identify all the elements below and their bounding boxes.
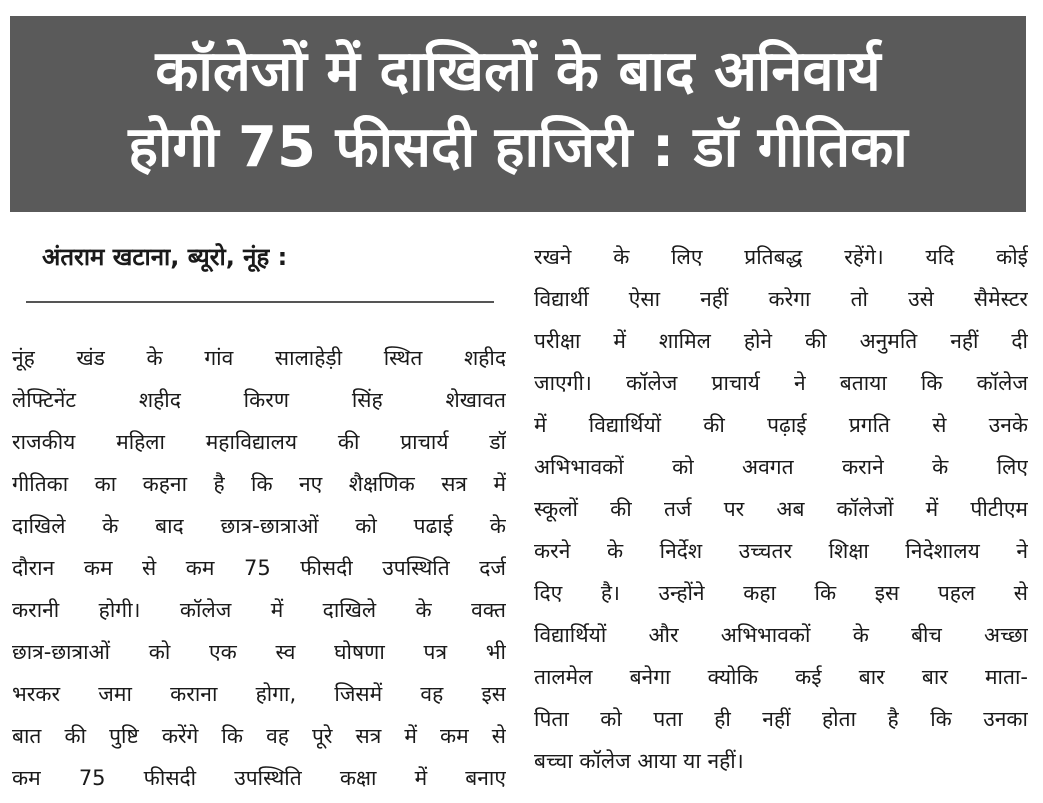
article-line: विद्यार्थियों और अभिभावकों के बीच अच्छा: [534, 623, 1028, 647]
article-line: विद्यार्थी ऐसा नहीं करेगा तो उसे सैमेस्टर: [534, 287, 1028, 311]
article-line: दिए है। उन्होंने कहा कि इस पहल से: [534, 581, 1028, 605]
article-line-final: बच्चा कॉलेज आया या नहीं।: [534, 749, 744, 773]
article-line: राजकीय महिला महाविद्यालय की प्राचार्य डॉ: [12, 430, 506, 454]
article-line: लेफ्टिनेंट शहीद किरण सिंह शेखावत: [12, 388, 506, 412]
headline-banner: [10, 16, 1026, 212]
headline-line-2: होगी 75 फीसदी हाजिरी : डॉ गीतिका: [128, 115, 908, 180]
article-line: में विद्यार्थियों की पढ़ाई प्रगति से उनके: [534, 413, 1028, 437]
byline: अंतराम खटाना, ब्यूरो, नूंह :: [42, 243, 288, 271]
article-line: गीतिका का कहना है कि नए शैक्षणिक सत्र में: [12, 472, 506, 496]
article-line: पिता को पता ही नहीं होता है कि उनका: [534, 707, 1028, 731]
article-line: छात्र-छात्राओं को एक स्व घोषणा पत्र भी: [12, 640, 506, 664]
article-line: तालमेल बनेगा क्योकि कई बार बार माता-: [534, 665, 1028, 689]
article-column-right: [534, 236, 1028, 776]
byline-divider: [26, 301, 494, 303]
article-line: नूंह खंड के गांव सालाहेड़ी स्थित शहीद: [12, 346, 506, 370]
article-line: करानी होगी। कॉलेज में दाखिले के वक्त: [12, 598, 506, 622]
article-line: करने के निर्देश उच्चतर शिक्षा निदेशालय ने: [534, 539, 1028, 563]
article-line: रखने के लिए प्रतिबद्ध रहेंगे। यदि कोई: [534, 245, 1028, 269]
article-line: अभिभावकों को अवगत कराने के लिए: [534, 455, 1028, 479]
article-line: कम 75 फीसदी उपस्थिति कक्षा में बनाए: [12, 766, 506, 789]
article-column-left: [12, 337, 506, 789]
article-line: भरकर जमा कराना होगा, जिसमें वह इस: [12, 682, 506, 706]
article-line: दौरान कम से कम 75 फीसदी उपस्थिति दर्ज: [12, 556, 506, 580]
article-line: स्कूलों की तर्ज पर अब कॉलेजों में पीटीएम: [534, 497, 1028, 521]
article-line: जाएगी। कॉलेज प्राचार्य ने बताया कि कॉलेज: [534, 371, 1028, 395]
article-line: परीक्षा में शामिल होने की अनुमति नहीं दी: [534, 329, 1028, 353]
article-line: बात की पुष्टि करेंगे कि वह पूरे सत्र में कम से: [12, 724, 506, 748]
headline-line-1: कॉलेजों में दाखिलों के बाद अनिवार्य: [155, 39, 881, 104]
article-line: दाखिले के बाद छात्र-छात्राओं को पढाई के: [12, 514, 506, 538]
